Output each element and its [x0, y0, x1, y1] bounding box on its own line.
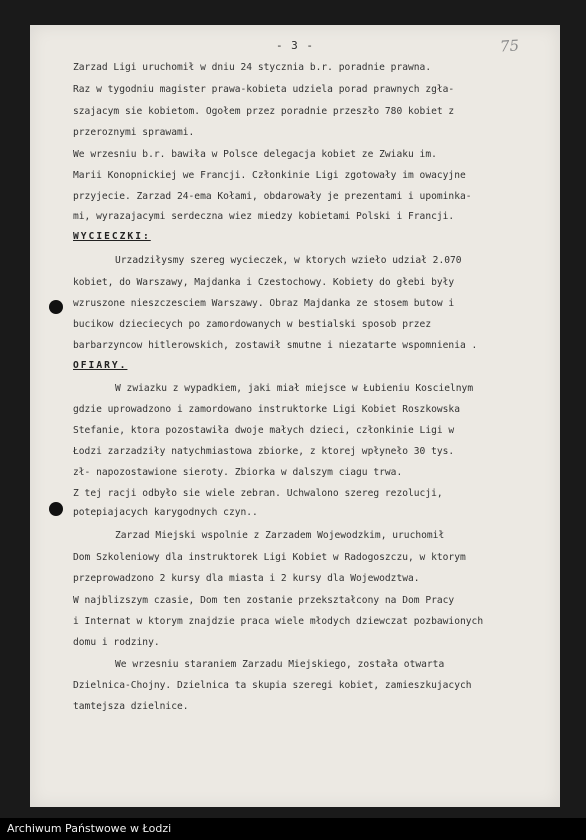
text-line: We wrzesniu staraniem Zarzadu Miejskiego, została otwarta — [115, 659, 445, 670]
text-line: przeroznymi sprawami. — [73, 127, 195, 138]
text-line: mi, wyrazajacymi serdeczna wiez miedzy kobietami Polski i Francji. — [73, 211, 455, 222]
text-line: wzruszone nieszczesciem Warszawy. Obraz Majdanka ze stosem butow i — [73, 298, 455, 309]
text-line: Łodzi zarzadziły natychmiastowa zbiorke, z ktorej wpłyneło 30 tys. — [73, 446, 455, 457]
text-line: Zarzad Miejski wspolnie z Zarzadem Wojewodzkim, uruchomił — [115, 530, 445, 541]
text-line: zł- napozostawione sieroty. Zbiorka w dalszym ciagu trwa. — [73, 467, 403, 478]
text-line: bucikow dzieciecych po zamordowanych w bestialski sposob przez — [73, 319, 432, 330]
pencil-annotation: 75 — [499, 36, 520, 56]
text-line: i Internat w ktorym znajdzie praca wiele młodych dziewczat pozbawionych — [73, 616, 484, 627]
text-line: tamtejsza dzielnice. — [73, 701, 189, 712]
text-line: kobiet, do Warszawy, Majdanka i Czestochowy. Kobiety do głebi były — [73, 277, 455, 288]
section-heading: WYCIECZKI: — [73, 231, 151, 242]
text-line: przeprowadzono 2 kursy dla miasta i 2 kursy dla Wojewodztwa. — [73, 573, 420, 584]
section-heading: OFIARY. — [73, 360, 128, 371]
text-line: gdzie uprowadzono i zamordowano instruktorke Ligi Kobiet Roszkowska — [73, 404, 460, 415]
text-line: Marii Konopnickiej we Francji. Członkinie Ligi zgotowały im owacyjne — [73, 170, 466, 181]
text-line: W zwiazku z wypadkiem, jaki miał miejsce w Łubieniu Koscielnym — [115, 383, 474, 394]
text-line: potepiajacych karygodnych czyn.. — [73, 507, 258, 518]
text-line: Raz w tygodniu magister prawa-kobieta udziela porad prawnych zgła- — [73, 84, 455, 95]
text-line: domu i rodziny. — [73, 637, 160, 648]
text-line: Dom Szkoleniowy dla instruktorek Ligi Kobiet w Radogoszczu, w ktorym — [73, 552, 466, 563]
text-line: Dzielnica-Chojny. Dzielnica ta skupia szeregi kobiet, zamieszkujacych — [73, 680, 472, 691]
text-line: Z tej racji odbyło sie wiele zebran. Uchwalono szereg rezolucji, — [73, 488, 443, 499]
text-line: przyjecie. Zarzad 24-ema Kołami, obdarowały je prezentami i upominka- — [73, 191, 472, 202]
punch-hole — [49, 300, 63, 314]
page-number: - 3 - — [275, 39, 315, 52]
text-line: barbarzyncow hitlerowskich, zostawił smutne i niezatarte wspomnienia . — [73, 340, 478, 351]
text-line: Stefanie, ktora pozostawiła dwoje małych dzieci, członkinie Ligi w — [73, 425, 455, 436]
text-line: We wrzesniu b.r. bawiła w Polsce delegacja kobiet ze Zwiaku im. — [73, 149, 437, 160]
text-line: Urzadziłysmy szereg wycieczek, w ktorych wzieło udział 2.070 — [115, 255, 462, 266]
archive-footer: Archiwum Państwowe w Łodzi — [0, 818, 586, 840]
text-line: Zarzad Ligi uruchomił w dniu 24 stycznia b.r. poradnie prawna. — [73, 62, 432, 73]
punch-hole — [49, 502, 63, 516]
text-line: W najblizszym czasie, Dom ten zostanie przekształcony na Dom Pracy — [73, 595, 455, 606]
text-line: szajacym sie kobietom. Ogołem przez poradnie przeszło 780 kobiet z — [73, 106, 455, 117]
